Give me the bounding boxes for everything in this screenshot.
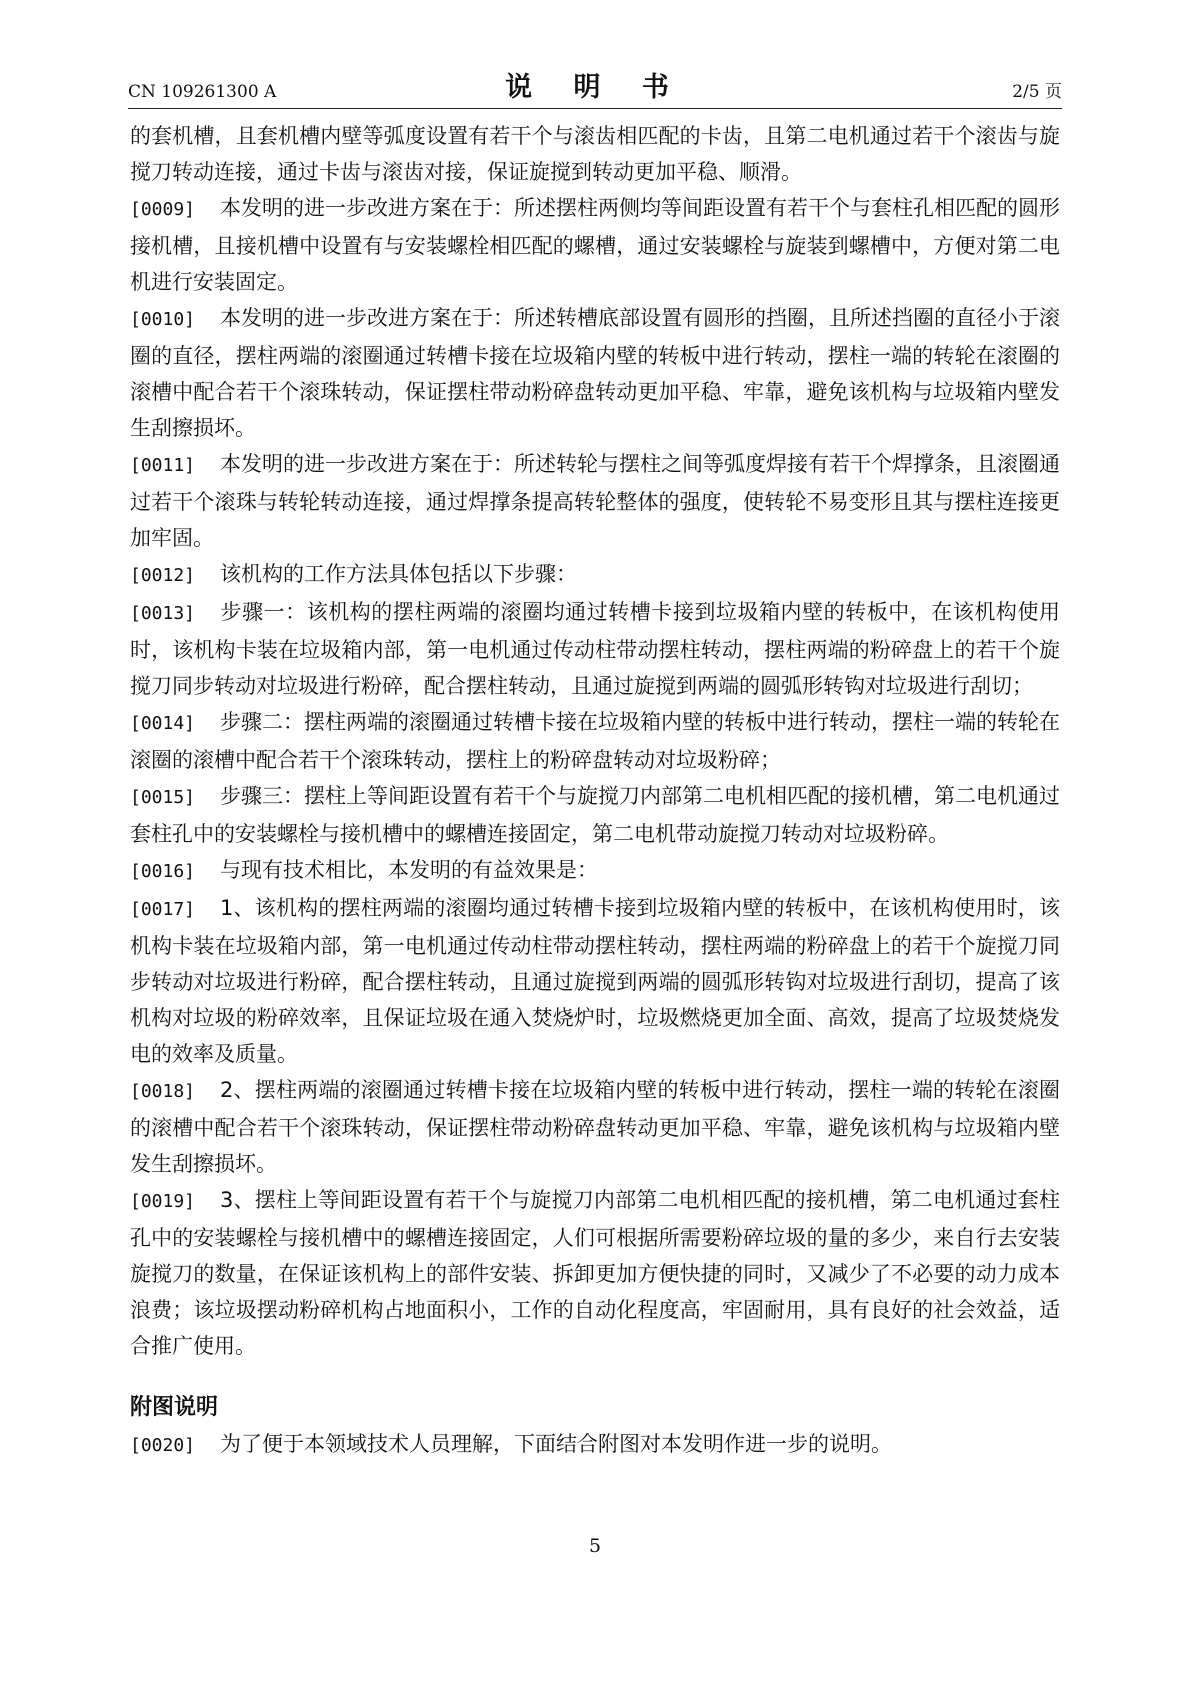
paragraph xyxy=(130,704,1060,778)
paragraph-text: 本发明的进一步改进方案在于：所述转轮与摆柱之间等弧度焊接有若干个焊撑条，且滚圈通过若干个滚珠与转轮转动连接，通过焊撑条提高转轮整体的强度，使转轮不易变形且其与摆柱连接更加牢固。 xyxy=(130,452,1060,550)
paragraph xyxy=(130,556,1060,594)
paragraph-number: [0019] xyxy=(130,1191,196,1212)
paragraph xyxy=(130,1072,1060,1182)
paragraph-text: 步骤一：该机构的摆柱两端的滚圈均通过转槽卡接到垃圾箱内壁的转板中，在该机构使用时，该机构卡装在垃圾箱内部，第一电机通过传动柱带动摆柱转动，摆柱两端的粉碎盘上的若干个旋搅刀同步转动对垃圾进行粉碎，配合摆柱转动，且通过旋搅到两端的圆弧形转钩对垃圾进行刮切； xyxy=(130,600,1060,698)
page-indicator: 2/5 页 xyxy=(1012,82,1062,102)
page-number: 5 xyxy=(588,1535,602,1557)
paragraph-number: [0013] xyxy=(130,603,196,624)
paragraph-number: [0012] xyxy=(130,565,196,586)
paragraph xyxy=(130,852,1060,890)
paragraph xyxy=(130,300,1060,446)
paragraph-number: [0020] xyxy=(130,1435,196,1456)
paragraph-number: [0010] xyxy=(130,309,196,330)
paragraph-text: 为了便于本领域技术人员理解，下面结合附图对本发明作进一步的说明。 xyxy=(220,1432,892,1456)
paragraph-text: 与现有技术相比，本发明的有益效果是： xyxy=(220,858,598,882)
header-divider xyxy=(128,108,1062,109)
paragraph-text: 该机构的工作方法具体包括以下步骤： xyxy=(220,562,577,586)
paragraph-number: [0017] xyxy=(130,899,196,920)
paragraph-number: [0011] xyxy=(130,455,196,476)
section-heading: 附图说明 xyxy=(130,1395,219,1420)
paragraph xyxy=(130,190,1060,300)
document-body xyxy=(130,118,1060,1464)
paragraph-number: [0009] xyxy=(130,199,196,220)
paragraph-text: 步骤二：摆柱两端的滚圈通过转槽卡接在垃圾箱内壁的转板中进行转动，摆柱一端的转轮在滚圈的滚槽中配合若干个滚珠转动，摆柱上的粉碎盘转动对垃圾粉碎； xyxy=(130,710,1060,772)
paragraph-continued xyxy=(130,118,1060,190)
paragraph xyxy=(130,594,1060,704)
paragraph-text: 1、该机构的摆柱两端的滚圈均通过转槽卡接到垃圾箱内壁的转板中，在该机构使用时，该机构卡装在垃圾箱内部，第一电机通过传动柱带动摆柱转动，摆柱两端的粉碎盘上的若干个旋搅刀同步转动对垃圾进行粉碎，配合摆柱转动，且通过旋搅到两端的圆弧形转钩对垃圾进行刮切，提高了该机构对垃圾的粉碎效率，且保证垃圾在通入焚烧炉时，垃圾燃烧更加全面、高效，提高了垃圾焚烧发电的效率及质量。 xyxy=(130,896,1060,1066)
page-header xyxy=(128,70,1062,106)
paragraph xyxy=(130,1426,1060,1464)
paragraph xyxy=(130,778,1060,852)
paragraph-number: [0016] xyxy=(130,861,196,882)
paragraph xyxy=(130,446,1060,556)
paragraph xyxy=(130,1182,1060,1364)
paragraph-text: 本发明的进一步改进方案在于：所述转槽底部设置有圆形的挡圈，且所述挡圈的直径小于滚圈的直径，摆柱两端的滚圈通过转槽卡接在垃圾箱内壁的转板中进行转动，摆柱一端的转轮在滚圈的滚槽中配合若干个滚珠转动，保证摆柱带动粉碎盘转动更加平稳、牢靠，避免该机构与垃圾箱内壁发生刮擦损坏。 xyxy=(130,306,1060,440)
paragraph-text: 的套机槽，且套机槽内壁等弧度设置有若干个与滚齿相匹配的卡齿，且第二电机通过若干个滚齿与旋搅刀转动连接，通过卡齿与滚齿对接，保证旋搅到转动更加平稳、顺滑。 xyxy=(130,124,1060,184)
paragraph-number: [0018] xyxy=(130,1081,196,1102)
paragraph-text: 步骤三：摆柱上等间距设置有若干个与旋搅刀内部第二电机相匹配的接机槽，第二电机通过套柱孔中的安装螺栓与接机槽中的螺槽连接固定，第二电机带动旋搅刀转动对垃圾粉碎。 xyxy=(130,784,1060,846)
paragraph-text: 3、摆柱上等间距设置有若干个与旋搅刀内部第二电机相匹配的接机槽，第二电机通过套柱孔中的安装螺栓与接机槽中的螺槽连接固定，人们可根据所需要粉碎垃圾的量的多少，来自行去安装旋搅刀的数量，在保证该机构上的部件安装、拆卸更加方便快捷的同时，又减少了不必要的动力成本浪费；该垃圾摆动粉碎机构占地面积小，工作的自动化程度高，牢固耐用，具有良好的社会效益，适合推广使用。 xyxy=(130,1188,1060,1358)
document-title: 说 明 书 xyxy=(505,72,685,103)
document-number: CN 109261300 A xyxy=(128,82,277,102)
paragraph-number: [0014] xyxy=(130,713,196,734)
paragraph-text: 本发明的进一步改进方案在于：所述摆柱两侧均等间距设置有若干个与套柱孔相匹配的圆形接机槽，且接机槽中设置有与安装螺栓相匹配的螺槽，通过安装螺栓与旋装到螺槽中，方便对第二电机进行安装固定。 xyxy=(130,196,1060,294)
paragraph-text: 2、摆柱两端的滚圈通过转槽卡接在垃圾箱内壁的转板中进行转动，摆柱一端的转轮在滚圈的滚槽中配合若干个滚珠转动，保证摆柱带动粉碎盘转动更加平稳、牢靠，避免该机构与垃圾箱内壁发生刮擦损坏。 xyxy=(130,1078,1060,1176)
paragraph-number: [0015] xyxy=(130,787,196,808)
paragraph xyxy=(130,890,1060,1072)
